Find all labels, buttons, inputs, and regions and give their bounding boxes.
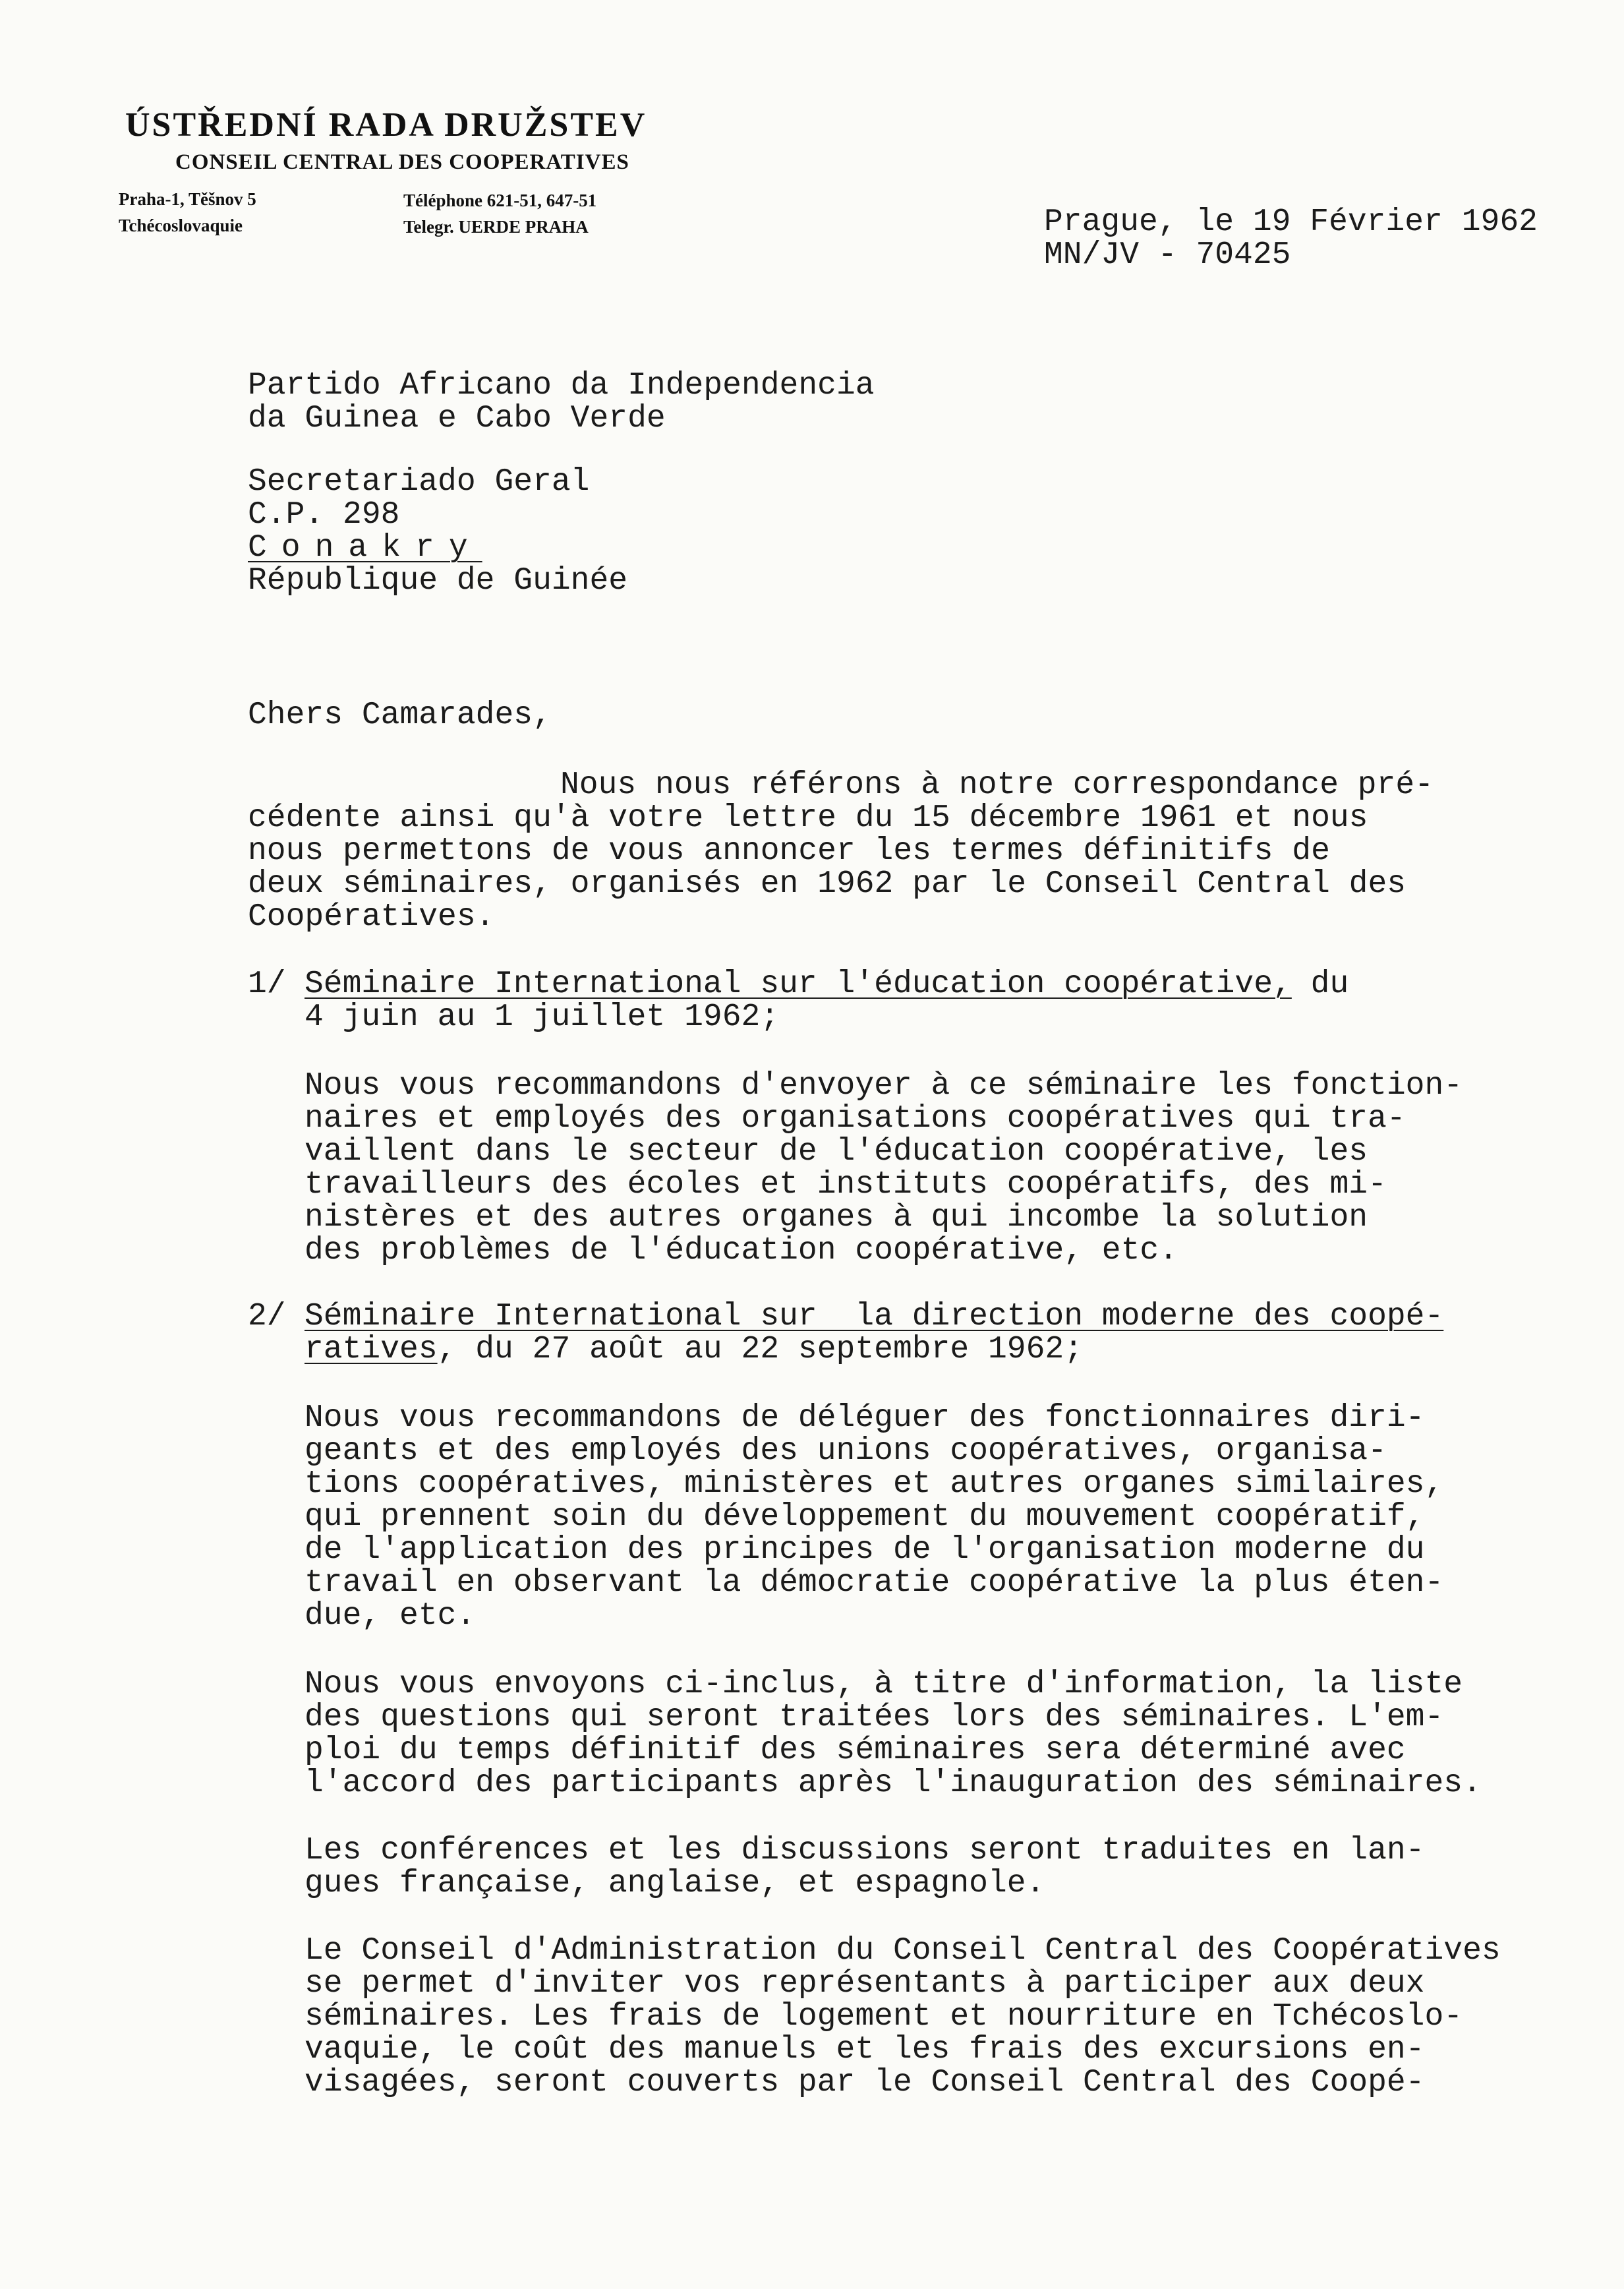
invite-para-line2: se permet d'inviter vos représentants à participer aux deux	[304, 1966, 1425, 2002]
seminar2-text-line5: de l'application des principes de l'organisation moderne du	[304, 1532, 1425, 1568]
seminar2-text-line4: qui prennent soin du développement du mouvement coopératif,	[304, 1499, 1425, 1535]
seminar1-text-line4: travailleurs des écoles et instituts coopératifs, des mi-	[304, 1167, 1387, 1203]
invite-para-line3: séminaires. Les frais de logement et nourriture en Tchécoslo-	[304, 1999, 1463, 2035]
seminar1-text-line6: des problèmes de l'éducation coopérative, etc.	[304, 1233, 1178, 1268]
seminar2-text-line6: travail en observant la démocratie coopérative la plus éten-	[304, 1565, 1444, 1601]
lang-para-line1: Les conférences et les discussions seront traduites en lan-	[304, 1833, 1425, 1868]
seminar1-dates-start: du	[1291, 966, 1349, 1002]
lang-para-line2: gues française, anglaise, et espagnole.	[304, 1866, 1045, 1901]
letterhead-telegram: Telegr. UERDE PRAHA	[403, 217, 589, 237]
seminar2-text-line3: tions coopératives, ministères et autres organes similaires,	[304, 1466, 1444, 1502]
seminar2-title-line2: ratives	[304, 1332, 438, 1367]
recipient-line1: Partido Africano da Independencia	[248, 368, 875, 403]
intro-line2: cédente ainsi qu'à votre lettre du 15 décembre 1961 et nous	[248, 800, 1368, 836]
seminar2-heading-line2	[304, 1333, 1083, 1366]
seminar1-text-line3: vaillent dans le secteur de l'éducation coopérative, les	[304, 1134, 1368, 1170]
recipient-line4: C.P. 298	[248, 497, 400, 533]
date-line: Prague, le 19 Février 1962	[1044, 204, 1538, 240]
seminar2-text-line1: Nous vous recommandons de déléguer des fonctionnaires diri-	[304, 1400, 1425, 1436]
invite-para-line5: visagées, seront couverts par le Conseil Central des Coopé-	[304, 2065, 1425, 2100]
recipient-country: République de Guinée	[248, 563, 628, 599]
seminar1-title: Séminaire International sur l'éducation coopérative,	[304, 966, 1292, 1002]
seminar1-dates: 4 juin au 1 juillet 1962;	[304, 999, 780, 1035]
recipient-line3: Secretariado Geral	[248, 464, 590, 500]
list-para-line2: des questions qui seront traitées lors des séminaires. L'em-	[304, 1700, 1444, 1735]
letterhead-org-name: ÚSTŘEDNÍ RADA DRUŽSTEV	[125, 106, 647, 144]
intro-line3: nous permettons de vous annoncer les termes définitifs de	[248, 833, 1330, 869]
invite-para-line4: vaquie, le coût des manuels et les frais des excursions en-	[304, 2032, 1425, 2067]
seminar2-text-line7: due, etc.	[304, 1598, 476, 1634]
letterhead-address-line2: Tchécoslovaquie	[119, 216, 243, 235]
intro-line4: deux séminaires, organisés en 1962 par le Conseil Central des	[248, 866, 1406, 902]
seminar1-number: 1/	[248, 966, 286, 1002]
list-para-line1: Nous vous envoyons ci-inclus, à titre d'information, la liste	[304, 1667, 1463, 1702]
reference-number: MN/JV - 70425	[1044, 237, 1291, 273]
letterhead-address	[119, 186, 256, 239]
letterhead-contact	[403, 187, 596, 240]
seminar2-title-line1: Séminaire International sur la direction moderne des coopé-	[304, 1299, 1444, 1334]
letterhead-telephone: Téléphone 621-51, 647-51	[403, 191, 597, 210]
list-para-line3: ploi du temps définitif des séminaires sera déterminé avec	[304, 1733, 1406, 1768]
seminar1-text-line5: nistères et des autres organes à qui incombe la solution	[304, 1200, 1368, 1235]
letterhead-address-line1: Praha-1, Těšnov 5	[119, 189, 256, 209]
recipient-line2: da Guinea e Cabo Verde	[248, 401, 666, 436]
seminar2-text-line2: geants et des employés des unions coopératives, organisa-	[304, 1433, 1387, 1469]
list-para-line4: l'accord des participants après l'inauguration des séminaires.	[304, 1766, 1482, 1801]
letterhead-org-name-fr: CONSEIL CENTRAL DES COOPERATIVES	[175, 150, 629, 174]
seminar2-dates: , du 27 août au 22 septembre 1962;	[437, 1332, 1083, 1367]
invite-para-line1: Le Conseil d'Administration du Conseil Central des Coopératives	[304, 1933, 1501, 1969]
salutation: Chers Camarades,	[248, 698, 552, 733]
seminar1-text-line2: naires et employés des organisations coopératives qui tra-	[304, 1101, 1406, 1137]
intro-line1: Nous nous référons à notre correspondance pré-	[560, 767, 1434, 803]
intro-line5: Coopératives.	[248, 899, 495, 935]
seminar2-number: 2/	[248, 1299, 286, 1334]
seminar1-text-line1: Nous vous recommandons d'envoyer à ce séminaire les fonction-	[304, 1068, 1463, 1104]
seminar1-heading	[304, 968, 1348, 1001]
recipient-city: Conakry	[248, 530, 482, 566]
